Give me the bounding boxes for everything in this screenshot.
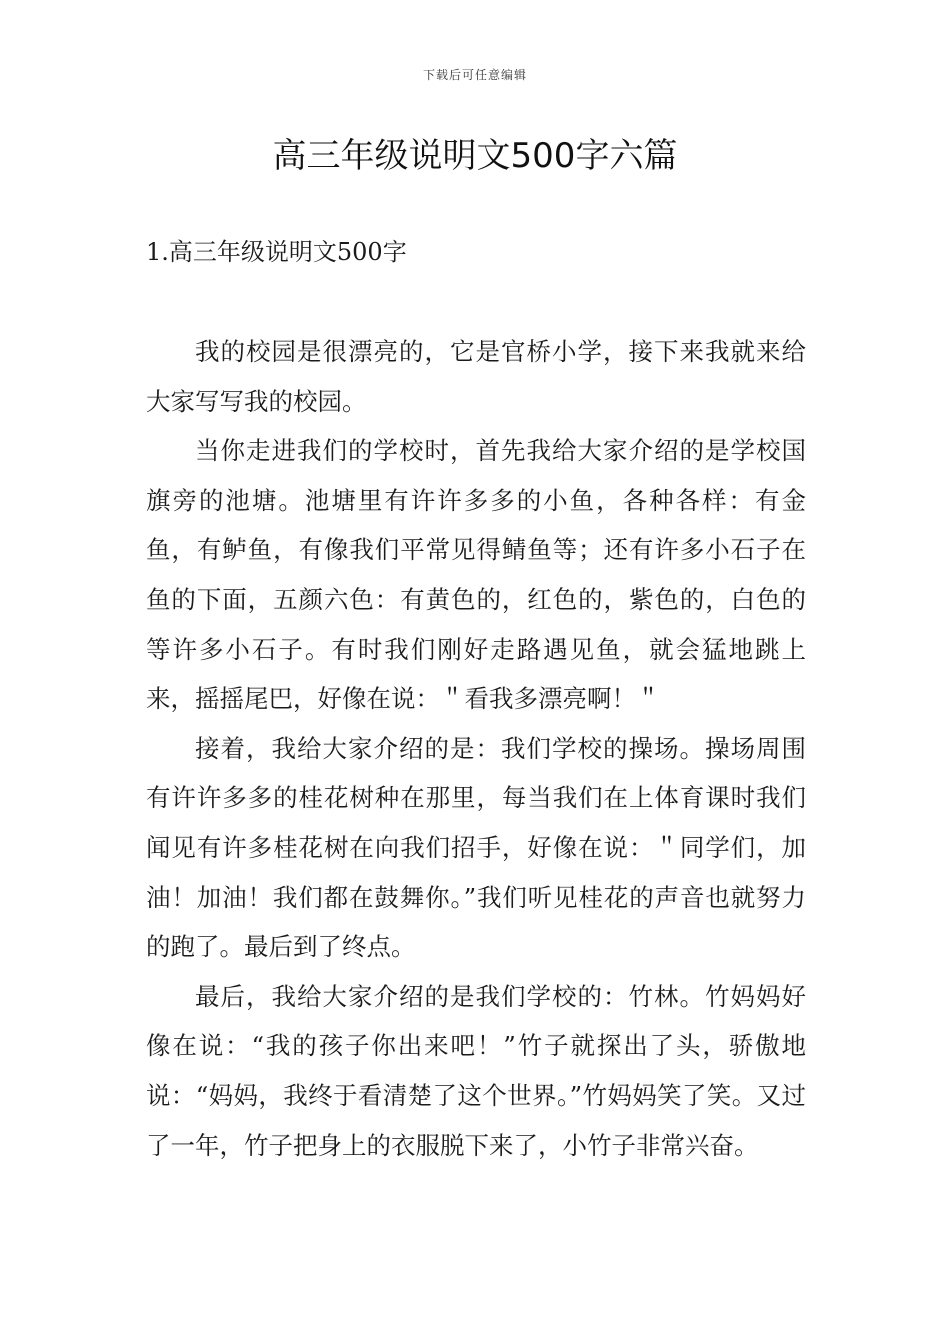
document-title: 高三年级说明文500字六篇	[272, 136, 678, 176]
paragraph-3: 接着，我给大家介绍的是：我们学校的操场。操场周围有许许多多的桂花树种在那里，每当我们在上体育课时我们闻见有许多桂花树在向我们招手，好像在说：＂同学们，加油！加油！我们都在鼓舞你。”我们听见桂花的声音也就努力的跑了。最后到了终点。	[146, 733, 806, 962]
paragraph-4: 最后，我给大家介绍的是我们学校的：竹林。竹妈妈好像在说：“我的孩子你出来吧！”竹子就探出了头，骄傲地说：“妈妈，我终于看清楚了这个世界。”竹妈妈笑了笑。又过了一年，竹子把身上的衣服脱下来了，小竹子非常兴奋。	[146, 981, 806, 1160]
paragraph-1: 我的校园是很漂亮的，它是官桥小学，接下来我就来给大家写写我的校园。	[146, 337, 806, 416]
essay-body	[146, 327, 806, 1170]
paragraph-2: 当你走进我们的学校时，首先我给大家介绍的是学校国旗旁的池塘。池塘里有许许多多的小鱼，各种各样：有金鱼，有鲈鱼，有像我们平常见得鲭鱼等；还有许多小石子在鱼的下面，五颜六色：有黄色的，红色的，紫色的，白色的等许多小石子。有时我们刚好走路遇见鱼，就会猛地跳上来，摇摇尾巴，好像在说：＂看我多漂亮啊！＂	[146, 436, 806, 714]
section-heading: 1.高三年级说明文500字	[146, 238, 407, 266]
header-note: 下载后可任意编辑	[422, 68, 527, 82]
